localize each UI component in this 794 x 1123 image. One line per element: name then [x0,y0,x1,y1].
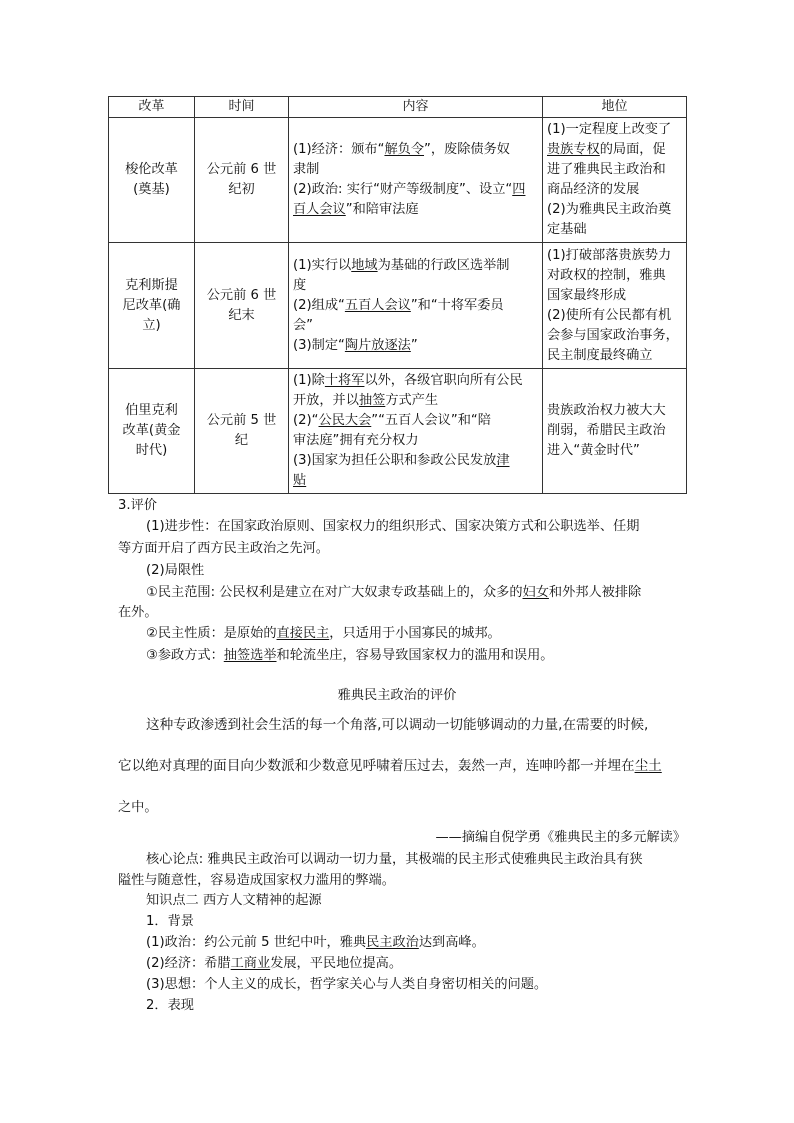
content-cell-line: (1)除十将军以外，各级官职向所有公民 [293,373,523,388]
header-time: 时间 [195,97,289,118]
status-cell-line: 进了雅典民主政治和 [547,162,666,177]
eval-method: ③参政方式：抽签选举和轮流坐庄，容易导致国家权力的滥用和误用。 [146,648,554,663]
reform-name-cell-line: 梭伦改革 [125,162,178,177]
eval-heading: 3.评价 [118,498,157,513]
time-cell [195,369,289,494]
table-row [109,118,687,243]
reform-name-cell-line: (奠基) [133,182,170,197]
status-cell-line: 贵族专权的局面，促 [547,142,666,157]
status-cell-line: (1)一定程度上改变了 [547,122,672,137]
core-argument-line2: 隘性与随意性，容易造成国家权力滥用的弊端。 [118,873,395,888]
eval-scope-line1: ①民主范围: 公民权利是建立在对广大奴隶专政基础上的，众多的妇女和外邦人被排除 [146,585,642,600]
background-heading: 1．背景 [146,914,194,929]
table-row [109,369,687,494]
content-cell-line: (3)制定“陶片放逐法” [293,337,418,353]
reform-name-cell [109,118,195,243]
status-cell [543,118,687,243]
content-cell-line: 审法庭”拥有充分权力 [293,433,419,448]
status-cell-line: 削弱，希腊民主政治 [547,423,666,438]
time-cell-line: 公元前 6 世 [206,162,277,177]
status-cell-line: 对政权的控制，雅典 [547,267,666,283]
content-cell-line: (2)政治: 实行“财产等级制度”、设立“四 [293,182,526,197]
content-cell-line: (2)组成“五百人会议”和“十将军委员 [293,297,504,313]
reform-name-cell-line: 伯里克利 [125,403,178,418]
reform-name-cell-line: 时代) [135,443,168,458]
status-cell-line: (2)使所有公民都有机 [547,307,672,323]
time-cell-line: 公元前 5 世 [206,413,277,428]
time-cell [195,118,289,243]
core-argument-line1: 核心论点: 雅典民主政治可以调动一切力量，其极端的民主形式使雅典民主政治具有狭 [146,852,643,867]
table-row [109,243,687,369]
status-cell-line: 商品经济的发展 [547,182,640,197]
content-cell-line: (1)经济：颁布“解负令”，废除债务奴 [293,142,510,157]
background-politics: (1)政治：约公元前 5 世纪中叶，雅典民主政治达到高峰。 [146,935,485,950]
reform-name-cell [109,243,195,369]
status-cell-line: 进入“黄金时代” [547,443,640,458]
eval-progress-line2: 等方面开启了西方民主政治之先河。 [118,541,329,556]
status-cell-line: (2)为雅典民主政治奠 [547,202,672,217]
reform-name-cell-line: 改革(黄金 [122,423,181,438]
quote-line3: 之中。 [118,800,158,815]
status-cell-line: 定基础 [547,222,587,237]
content-cell-line: (2)“公民大会”“五百人会议”和“陪 [293,413,491,428]
content-cell-line: (3)国家为担任公职和参政公民发放津 [293,453,510,468]
background-economy: (2)经济：希腊工商业发展，平民地位提高。 [146,956,403,971]
header-content: 内容 [289,97,543,118]
quote-title: 雅典民主政治的评价 [337,688,457,703]
reform-table [108,96,687,494]
content-cell-line: 隶制 [293,162,320,177]
eval-nature: ②民主性质：是原始的直接民主，只适用于小国寡民的城邦。 [146,626,501,641]
time-cell-line: 纪 [234,433,249,448]
reform-name-cell-line: 立) [142,317,161,333]
time-cell-line: 纪末 [228,307,255,323]
quote-line2: 它以绝对真理的面目向少数派和少数意见呼啸着压过去，轰然一声，连呻吟都一并埋在尘土 [118,758,662,774]
status-cell-line: 国家最终形成 [547,287,627,303]
eval-limit-heading: (2)局限性 [146,563,205,578]
eval-progress-line1: (1)进步性：在国家政治原则、国家权力的组织形式、国家决策方式和公职选举、任期 [146,519,640,534]
status-cell-line: 贵族政治权力被大大 [547,403,666,418]
background-thought: (3)思想：个人主义的成长，哲学家关心与人类自身密切相关的问题。 [146,977,548,992]
reform-name-cell-line: 尼改革(确 [122,297,181,313]
table-header-row [109,97,687,118]
manifestation-heading: 2．表现 [146,998,194,1013]
content-cell-line: 贴 [293,473,307,488]
content-cell-line: 度 [293,277,307,293]
status-cell-line: 民主制度最终确立 [547,347,653,363]
status-cell-line: 会参与国家政治事务， [547,327,679,343]
eval-scope-line2: 在外。 [118,605,158,620]
header-status: 地位 [543,97,687,118]
header-reform: 改革 [109,97,195,118]
content-cell-line: 百人会议”和陪审法庭 [293,202,419,217]
time-cell-line: 纪初 [228,182,255,197]
quote-line1: 这种专政渗透到社会生活的每一个角落,可以调动一切能够调动的力量,在需要的时候, [146,717,649,733]
content-cell [289,118,543,243]
content-cell-line: 会” [293,317,314,333]
section-title: 知识点二 西方人文精神的起源 [146,893,322,908]
content-cell [289,243,543,369]
quote-source: ——摘编自倪学勇《雅典民主的多元解读》 [435,830,686,845]
status-cell [543,369,687,494]
content-cell [289,369,543,494]
reform-name-cell [109,369,195,494]
content-cell-line: 开放，并以抽签方式产生 [293,393,439,408]
status-cell-line: (1)打破部落贵族势力 [547,247,672,263]
content-cell-line: (1)实行以地域为基础的行政区选举制 [293,257,510,273]
time-cell-line: 公元前 6 世 [206,287,277,303]
time-cell [195,243,289,369]
status-cell [543,243,687,369]
reform-name-cell-line: 克利斯提 [125,277,178,293]
